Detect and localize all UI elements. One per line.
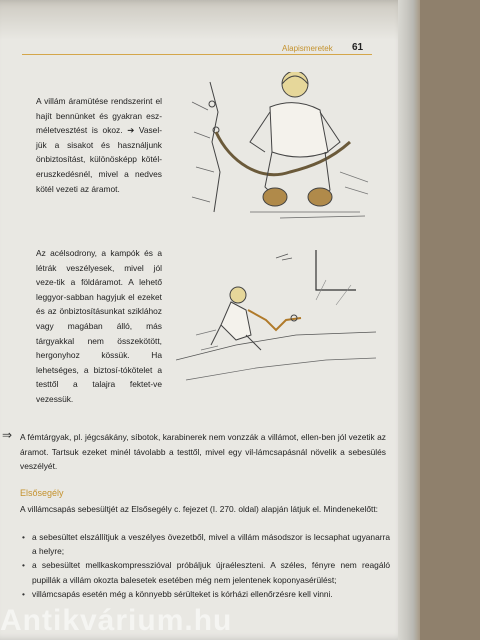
paragraph-lightning-shock: A villám áramütése rendszerint el hajít bennünket és gyakran esz-méletvesztést is okoz. ➔ Vasel-jük a sisakot és használjunk önbiztosítást, különösképp kötél-eruszkedésnél, mivel a nedves kötél vezeti az áramot. bbox=[36, 96, 162, 194]
bullet-item: • villámcsapás esetén még a könnyebb sérülteket is kórházi ellenőrzésre kell vinni. bbox=[20, 587, 390, 601]
page-number: 61 bbox=[352, 42, 364, 53]
header-rule bbox=[22, 54, 372, 55]
watermark: Antikvárium.hu bbox=[0, 604, 233, 637]
bullet-item: • a sebesültet mellkaskompresszióval próbáljuk újraéleszteni. A széles, fényre nem reagáló pupillák a villám okozta balesetek esetében még nem jelentenek koponyasérülést; bbox=[20, 558, 390, 586]
first-aid-bullet-list bbox=[20, 530, 390, 601]
page-edge bbox=[398, 0, 420, 640]
section-heading-first-aid: Elsősegély bbox=[20, 488, 64, 498]
arrow-right-icon: ⇒ bbox=[2, 428, 13, 442]
seated-climber-illustration bbox=[190, 72, 370, 222]
paragraph-steel-cable: Az acélsodrony, a kampók és a létrák veszélyesek, mivel jól veze-tik a földáramot. A lehető leggyor-sabban hagyjuk el ezeket és az önbiztosításunkat sziklához vagy magában álló, más tárgyakkal nem összekötött, hergonyhoz kössük. Ha lehetséges, a biztosí-tókötelet a testtől a talajra fektet-ve vezessük. bbox=[36, 248, 162, 404]
bullet-item: • a sebesültet elszállítjuk a veszélyes övezetből, mivel a villám másodszor is lecsaphat ugyanarra a helyre; bbox=[20, 530, 390, 558]
paragraph-first-aid-intro: A villámcsapás sebesültjét az Elsősegély c. fejezet (I. 270. oldal) alapján látjuk el. Mindenekelőtt: bbox=[20, 504, 378, 514]
running-header: Alapismeretek bbox=[282, 44, 333, 53]
crouching-climber-illustration bbox=[176, 240, 376, 390]
paragraph-metal-objects: A fémtárgyak, pl. jégcsákány, síbotok, karabinerek nem vonzzák a villámot, ellen-ben jól vezetik az áramot. Tartsuk ezeket minél távolabb a testtől, mivel egy vil-lámcsapásnál növelik a sebesülés veszélyét. bbox=[20, 432, 386, 472]
top-shadow bbox=[0, 0, 408, 40]
